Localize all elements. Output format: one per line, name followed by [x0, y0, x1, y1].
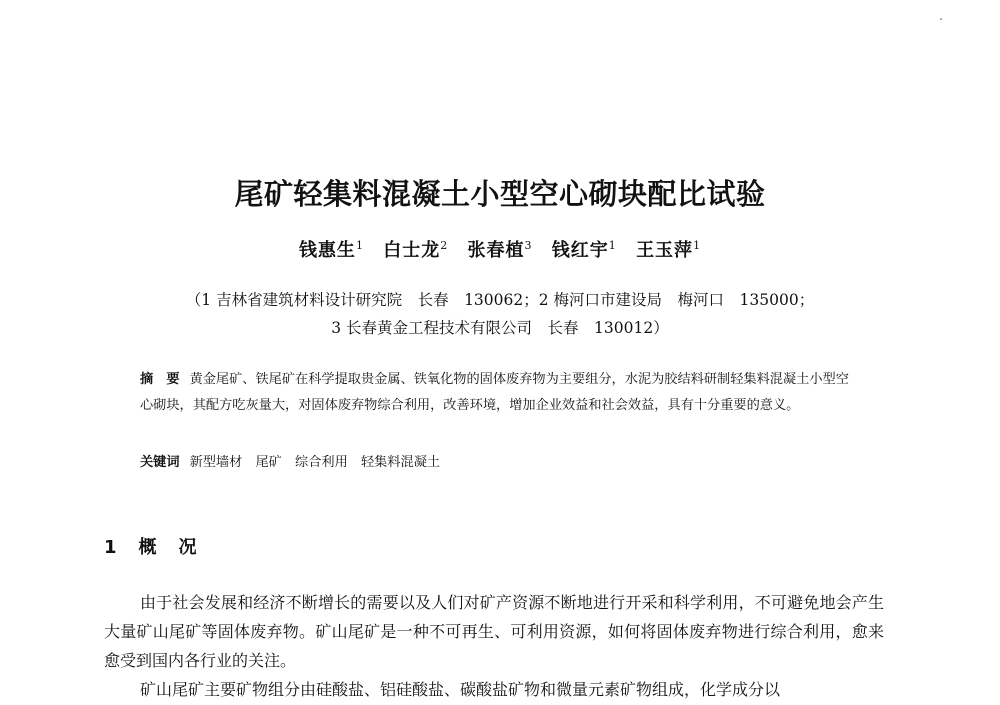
body-paragraph: 由于社会发展和经济不断增长的需要以及人们对矿产资源不断地进行开采和科学利用，不可避免地会产生大量矿山尾矿等固体废弃物。矿山尾矿是一种不可再生、可利用资源，如何将固体废弃物进行综合利用，愈来愈受到国内各行业的关注。	[104, 593, 884, 670]
scan-speck	[940, 18, 942, 20]
author-name: 钱红宇	[551, 240, 609, 261]
author-name: 钱惠生	[298, 240, 356, 261]
author-affiliation-mark: 3	[524, 239, 533, 252]
body-paragraph: 矿山尾矿主要矿物组分由硅酸盐、铝硅酸盐、碳酸盐矿物和微量元素矿物组成，化学成分以	[140, 680, 781, 699]
affiliation-line: （1 吉林省建筑材料设计研究院 长春 130062；2 梅河口市建设局 梅河口 135000；	[185, 291, 815, 309]
keywords-text: 新型墙材 尾矿 综合利用 轻集料混凝土	[189, 455, 441, 470]
keywords-label: 关键词	[140, 455, 180, 470]
author-name: 王玉萍	[636, 240, 694, 261]
author-affiliation-mark: 2	[440, 239, 449, 252]
author-list	[0, 236, 1000, 262]
paper-title: 尾矿轻集料混凝土小型空心砌块配比试验	[234, 177, 766, 211]
affiliation-line: 3 长春黄金工程技术有限公司 长春 130012）	[331, 319, 669, 337]
keywords	[140, 450, 860, 476]
author-affiliation-mark: 1	[355, 239, 364, 252]
abstract	[140, 367, 860, 419]
author-affiliation-mark: 1	[608, 239, 617, 252]
section-heading: 1 概 况	[104, 537, 199, 558]
author-affiliation-mark: 1	[693, 239, 702, 252]
abstract-label: 摘 要	[140, 372, 180, 387]
abstract-text: 黄金尾矿、铁尾矿在科学提取贵金属、铁氧化物的固体废弃物为主要组分，水泥为胶结料研制轻集料混凝土小型空心砌块，其配方吃灰量大，对固体废弃物综合利用，改善环境，增加企业效益和社会效益，具有十分重要的意义。	[140, 372, 849, 413]
author-name: 白士龙	[383, 240, 441, 261]
author-name: 张春植	[467, 240, 525, 261]
